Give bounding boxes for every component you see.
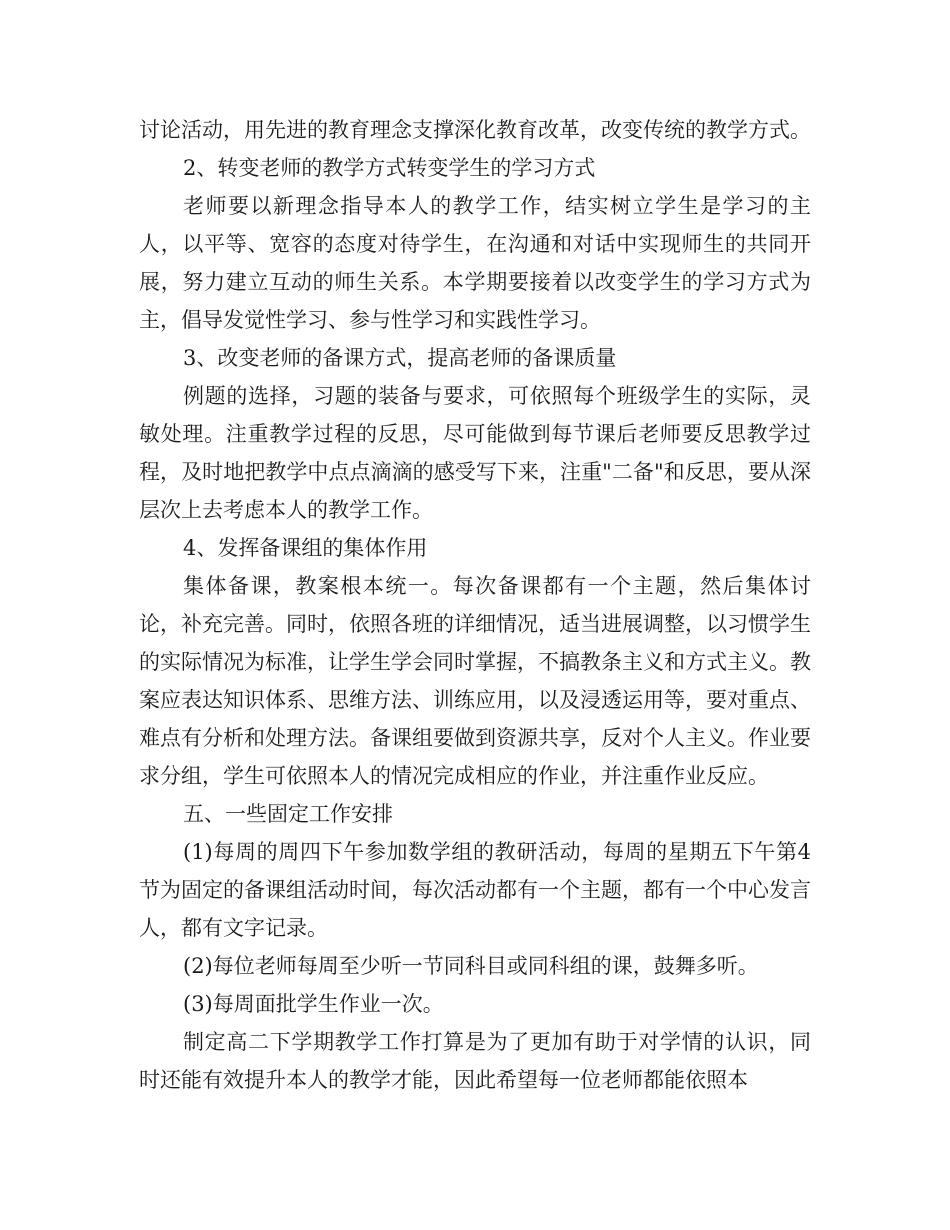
section-heading: 2、转变老师的教学方式转变学生的学习方式	[183, 156, 596, 180]
document-body	[139, 111, 811, 1099]
paragraph: 制定高二下学期教学工作打算是为了更加有助于对学情的认识，同时还能有效提升本人的教学才能，因此希望每一位老师都能依照本	[139, 1030, 811, 1092]
list-item: (3)每周面批学生作业一次。	[183, 992, 444, 1016]
paragraph: 例题的选择，习题的装备与要求，可依照每个班级学生的实际，灵敏处理。注重教学过程的反思，尽可能做到每节课后老师要反思教学过程，及时地把教学中点点滴滴的感受写下来，注重"二备"和反思，要从深层次上去考虑本人的教学工作。	[139, 384, 811, 522]
section-heading: 五、一些固定工作安排	[183, 802, 393, 826]
paragraph: 老师要以新理念指导本人的教学工作，结实树立学生是学习的主人，以平等、宽容的态度对待学生，在沟通和对话中实现师生的共同开展，努力建立互动的师生关系。本学期要接着以改变学生的学习方式为主，倡导发觉性学习、参与性学习和实践性学习。	[139, 194, 811, 332]
section-heading: 4、发挥备课组的集体作用	[183, 536, 428, 560]
section-heading: 3、改变老师的备课方式，提高老师的备课质量	[183, 346, 617, 370]
paragraph: 讨论活动，用先进的教育理念支撑深化教育改革，改变传统的教学方式。	[139, 118, 811, 142]
paragraph: 集体备课，教案根本统一。每次备课都有一个主题，然后集体讨论，补充完善。同时，依照各班的详细情况，适当进展调整，以习惯学生的实际情况为标准，让学生学会同时掌握，不搞教条主义和方式主义。教案应表达知识体系、思维方法、训练应用，以及浸透运用等，要对重点、难点有分析和处理方法。备课组要做到资源共享，反对个人主义。作业要求分组，学生可依照本人的情况完成相应的作业，并注重作业反应。	[139, 574, 811, 788]
list-item: (2)每位老师每周至少听一节同科目或同科组的课，鼓舞多听。	[183, 954, 759, 978]
list-item: (1)每周的周四下午参加数学组的教研活动，每周的星期五下午第4节为固定的备课组活动时间，每次活动都有一个主题，都有一个中心发言人，都有文字记录。	[139, 840, 811, 940]
